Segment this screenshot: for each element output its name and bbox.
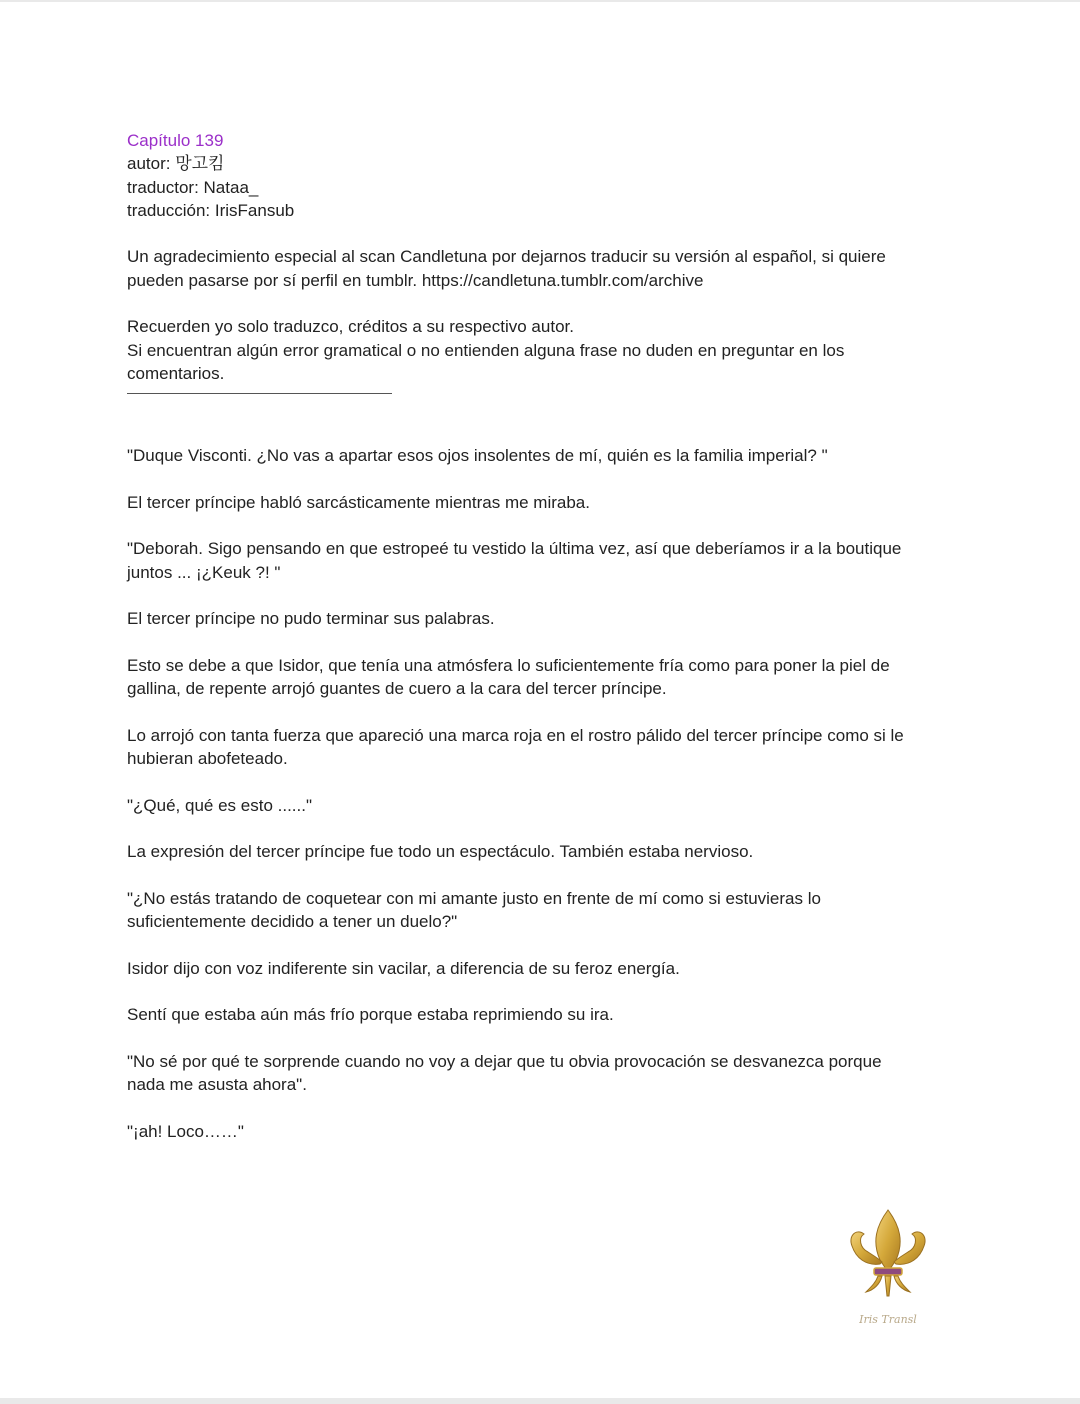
story-paragraph bbox=[127, 1050, 947, 1097]
translation-line: traducción: IrisFansub bbox=[127, 200, 295, 220]
document-content bbox=[127, 129, 947, 1143]
story-body bbox=[127, 444, 947, 1143]
chapter-title: Capítulo 139 bbox=[127, 131, 224, 150]
thanks-line-1: Un agradecimiento especial al scan Candletuna por dejarnos traducir su versión al español, si quiere bbox=[127, 247, 886, 267]
story-paragraph bbox=[127, 491, 947, 514]
thanks-line-2: pueden pasarse por sí perfil en tumblr. https://candletuna.tumblr.com/archive bbox=[127, 270, 704, 290]
story-paragraph bbox=[127, 840, 947, 863]
story-line: juntos ... ¡¿Keuk ?! " bbox=[127, 562, 281, 582]
story-line: Isidor dijo con voz indiferente sin vacilar, a diferencia de su feroz energía. bbox=[127, 958, 680, 978]
story-paragraph bbox=[127, 607, 947, 630]
document-page bbox=[0, 2, 1080, 1398]
story-line: "Deborah. Sigo pensando en que estropeé tu vestido la última vez, así que deberíamos ir a la boutique bbox=[127, 539, 902, 559]
story-line: Sentí que estaba aún más frío porque estaba reprimiendo su ira. bbox=[127, 1005, 614, 1025]
story-line: Lo arrojó con tanta fuerza que apareció una marca roja en el rostro pálido del tercer príncipe como si le bbox=[127, 725, 904, 745]
logo-signature: Iris Transl bbox=[859, 1313, 917, 1326]
story-line: La expresión del tercer príncipe fue todo un espectáculo. También estaba nervioso. bbox=[127, 842, 754, 862]
fleur-de-lis-icon bbox=[836, 1206, 940, 1306]
story-paragraph bbox=[127, 887, 947, 934]
story-line: El tercer príncipe habló sarcásticamente mientras me miraba. bbox=[127, 492, 590, 512]
iris-logo bbox=[836, 1206, 940, 1330]
story-paragraph bbox=[127, 1003, 947, 1026]
story-line: gallina, de repente arrojó guantes de cuero a la cara del tercer príncipe. bbox=[127, 679, 667, 699]
story-line: hubieran abofeteado. bbox=[127, 749, 288, 769]
story-line: "¿Qué, qué es esto ......" bbox=[127, 795, 312, 815]
translator-line: traductor: Nataa_ bbox=[127, 177, 259, 197]
story-paragraph bbox=[127, 1120, 947, 1143]
story-line: "Duque Visconti. ¿No vas a apartar esos ojos insolentes de mí, quién es la familia imperial? " bbox=[127, 446, 828, 466]
story-paragraph bbox=[127, 654, 947, 701]
story-line: "No sé por qué te sorprende cuando no voy a dejar que tu obvia provocación se desvanezca porque bbox=[127, 1051, 882, 1071]
story-line: nada me asusta ahora". bbox=[127, 1075, 307, 1095]
story-line: "¿No estás tratando de coquetear con mi amante justo en frente de mí como si estuvieras lo bbox=[127, 888, 821, 908]
author-line: autor: 망고킴 bbox=[127, 154, 225, 174]
story-line: Esto se debe a que Isidor, que tenía una atmósfera lo suficientemente fría como para poner la piel de bbox=[127, 655, 890, 675]
story-line: El tercer príncipe no pudo terminar sus palabras. bbox=[127, 609, 495, 629]
story-paragraph bbox=[127, 537, 947, 584]
story-paragraph bbox=[127, 957, 947, 980]
story-paragraph bbox=[127, 444, 947, 467]
story-line: suficientemente decidido a tener un duelo?" bbox=[127, 912, 458, 932]
note-line-3: comentarios. bbox=[127, 363, 225, 383]
note-line-2: Si encuentran algún error gramatical o no entienden alguna frase no duden en preguntar en los bbox=[127, 340, 845, 360]
note-line-1: Recuerden yo solo traduzco, créditos a su respectivo autor. bbox=[127, 317, 574, 337]
story-paragraph bbox=[127, 794, 947, 817]
story-line: "¡ah! Loco……" bbox=[127, 1121, 244, 1141]
story-paragraph bbox=[127, 724, 947, 771]
